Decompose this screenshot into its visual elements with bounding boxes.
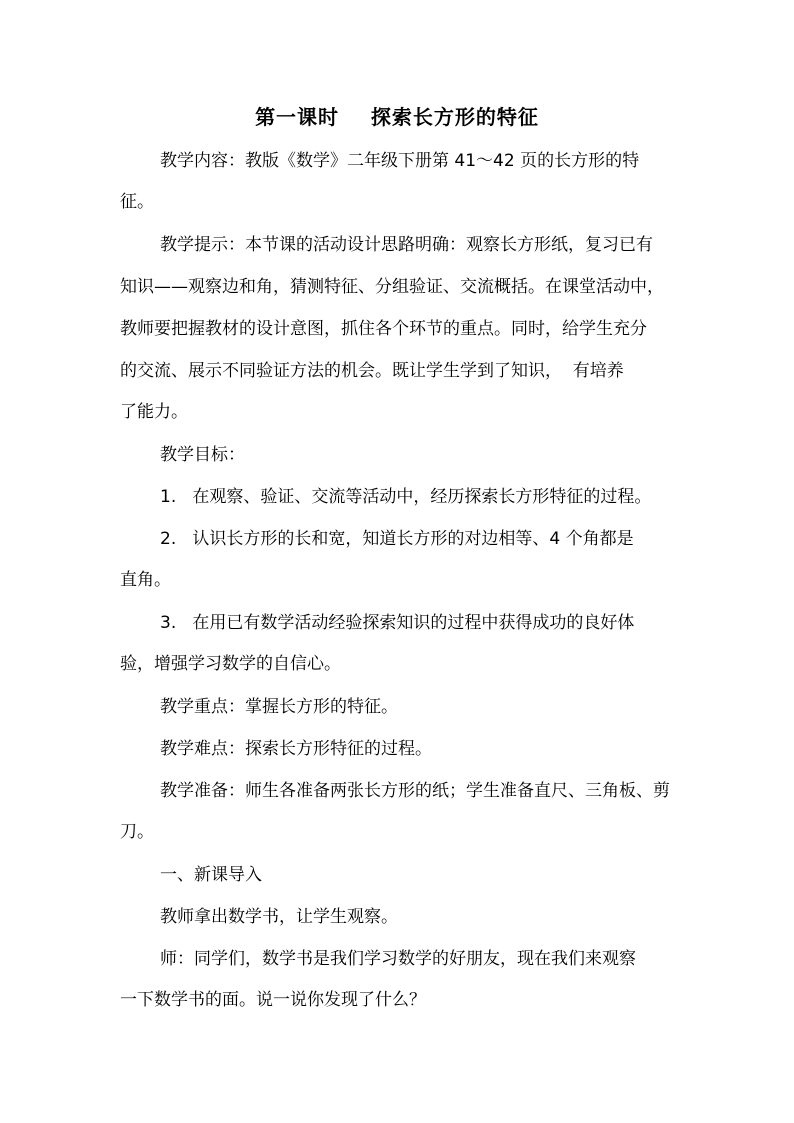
teaching-tips-line-2: 知识——观察边和角，猜测特征、分组验证、交流概括。在课堂活动中， [120,277,664,297]
goal-item-2-line-2: 直角。 [120,570,171,590]
goal-item-2-line-1: 2. 认识长方形的长和宽，知道长方形的对边相等、4 个角都是 [160,529,634,549]
intro-line-2: 师：同学们，数学书是我们学习数学的好朋友，现在我们来观察 [160,949,636,969]
teaching-tips-line-3: 教师要把握教材的设计意图，抓住各个环节的重点。同时，给学生充分 [120,319,647,339]
teaching-tips-line-5: 了能力。 [120,402,188,422]
key-point-line: 教学重点：掌握长方形的特征。 [160,697,398,717]
lesson-title: 第一课时 探索长方形的特征 [255,105,539,129]
teaching-content-line-2: 征。 [120,192,154,212]
difficulty-line: 教学难点：探索长方形特征的过程。 [160,739,432,759]
intro-line-1: 教师拿出数学书，让学生观察。 [160,907,398,927]
teaching-goals-heading: 教学目标： [160,445,245,465]
intro-line-3: 一下数学书的面。说一说你发现了什么？ [120,990,426,1010]
goal-item-3-line-2: 验，增强学习数学的自信心。 [120,654,341,674]
teaching-content-line-1: 教学内容：教版《数学》二年级下册第 41～42 页的长方形的特 [160,151,640,171]
teaching-tips-line-1: 教学提示：本节课的活动设计思路明确：观察长方形纸，复习已有 [160,235,653,255]
goal-item-3-line-1: 3. 在用已有数学活动经验探索知识的过程中获得成功的良好体 [160,613,635,633]
preparation-line-1: 教学准备：师生各准备两张长方形的纸；学生准备直尺、三角板、剪 [160,781,670,801]
preparation-line-2: 刀。 [120,822,154,842]
teaching-tips-line-4: 的交流、展示不同验证方法的机会。既让学生学到了知识， 有培养 [120,361,624,381]
section-heading-intro: 一、新课导入 [160,865,262,885]
goal-item-1: 1. 在观察、验证、交流等活动中，经历探索长方形特征的过程。 [160,487,652,507]
